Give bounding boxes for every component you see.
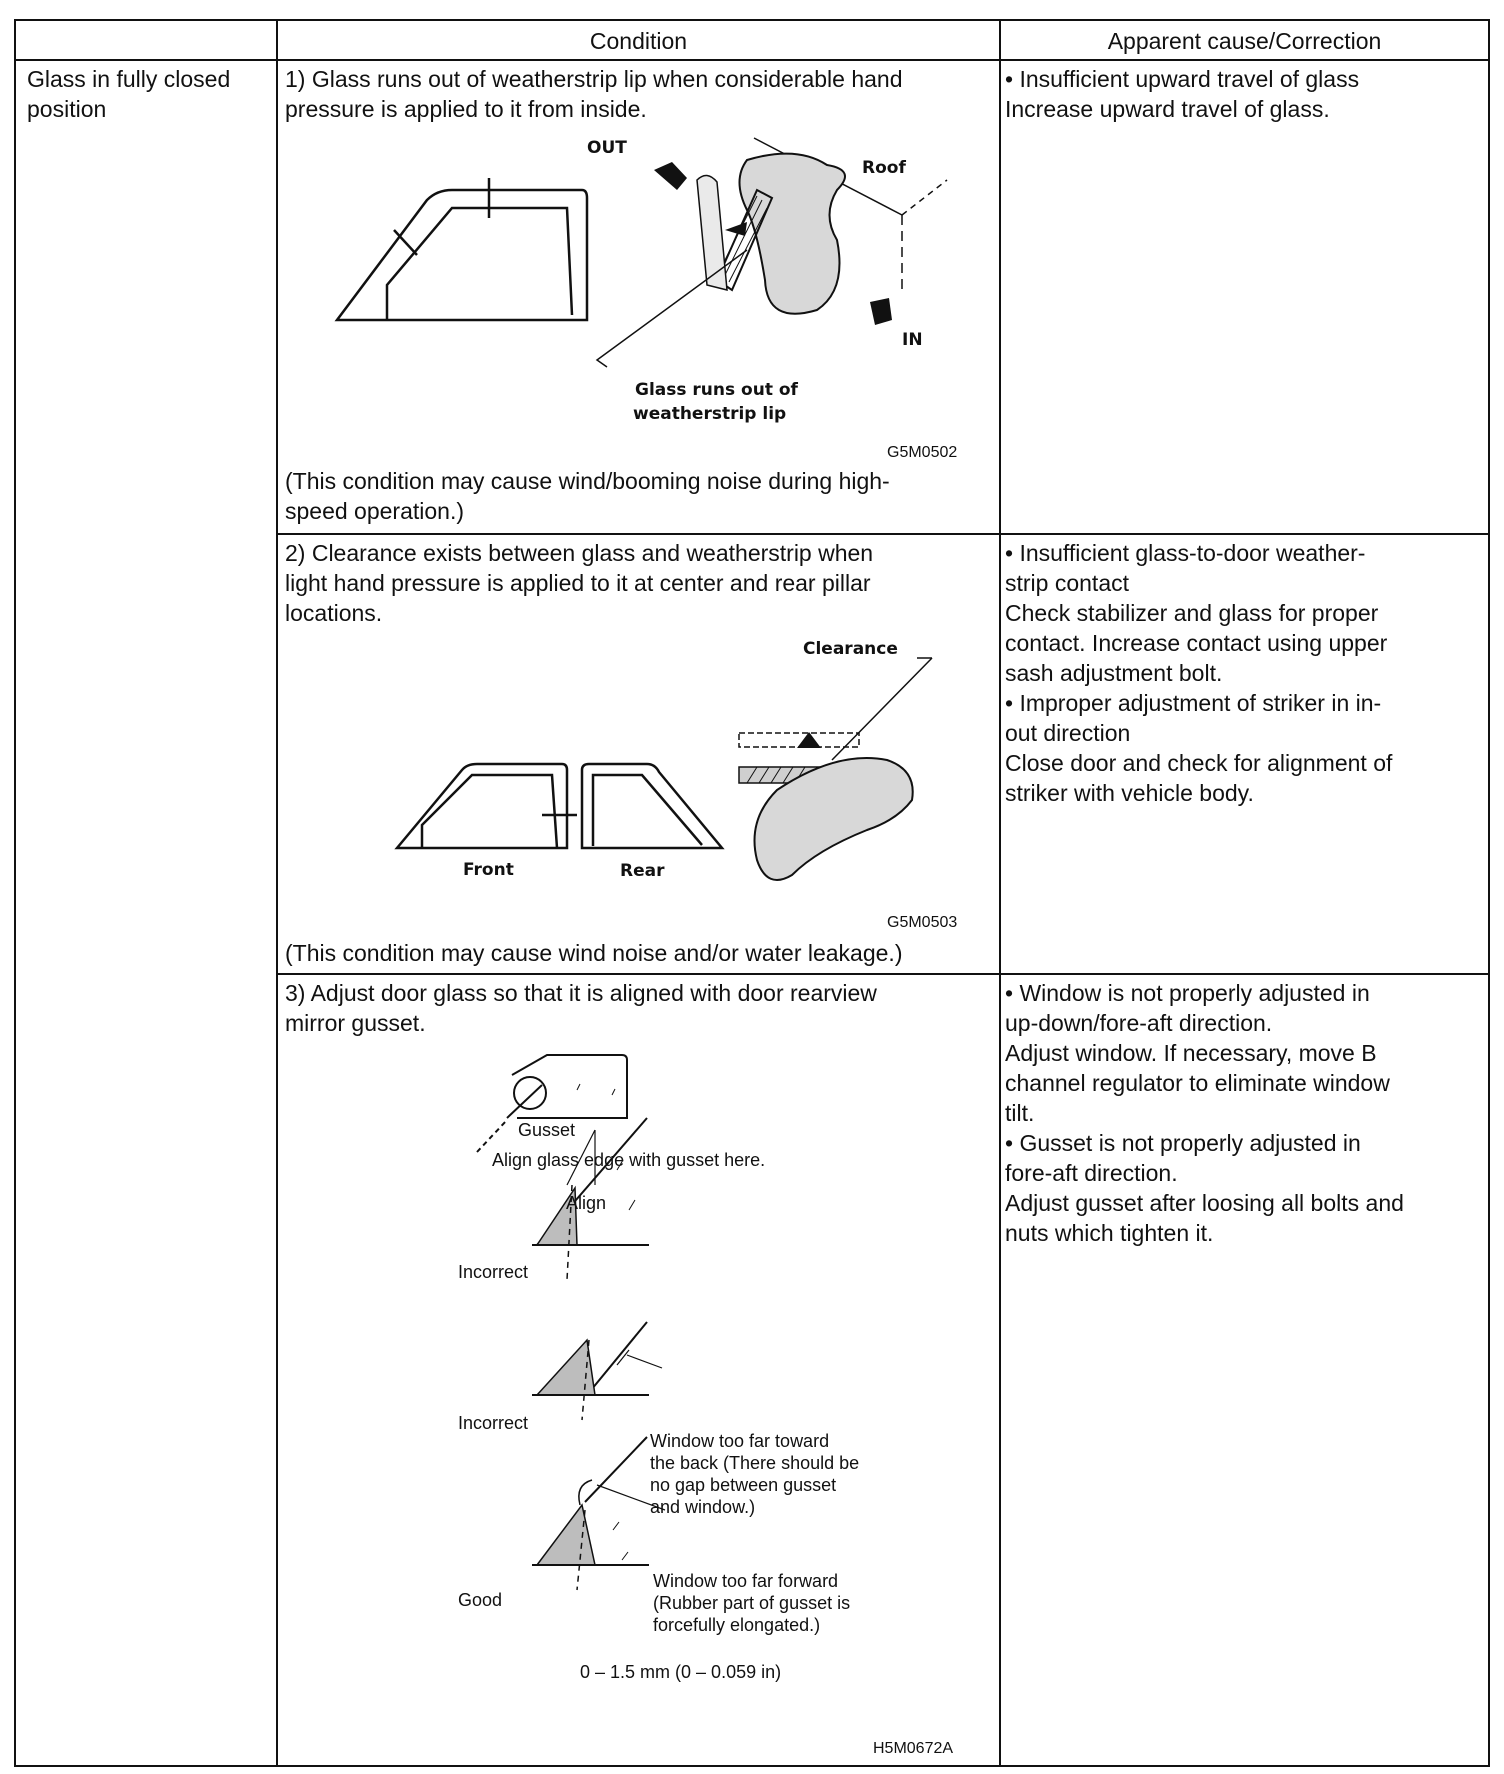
callout-line-1: Glass runs out of xyxy=(635,380,798,400)
label-too-back-4: and window.) xyxy=(650,1497,756,1517)
row2-cause-line-3: Check stabilizer and glass for proper xyxy=(1005,600,1379,626)
row2-figure xyxy=(277,630,1000,900)
row1-condition-line-2: pressure is applied to it from inside. xyxy=(285,96,647,122)
row-label-line-2: position xyxy=(27,96,107,122)
figure-code-2: G5M0503 xyxy=(887,914,958,931)
row3-figure xyxy=(277,1040,1000,1740)
row3-cause-line-8: Adjust gusset after loosing all bolts and xyxy=(1005,1190,1404,1216)
row2-condition-line-1: 2) Clearance exists between glass and weatherstrip when xyxy=(285,540,874,566)
label-roof: Roof xyxy=(862,158,906,178)
row2-cause-line-2: strip contact xyxy=(1005,570,1129,596)
row3-cause-line-4: channel regulator to eliminate window xyxy=(1005,1070,1390,1096)
label-in: IN xyxy=(902,330,923,350)
row2-cause-line-1: • Insufficient glass-to-door weather- xyxy=(1005,540,1366,566)
label-clearance: Clearance xyxy=(803,639,898,659)
row3-cause-line-5: tilt. xyxy=(1005,1100,1035,1126)
diagram-incorrect-2 xyxy=(532,1322,662,1420)
row2-cause-line-6: • Improper adjustment of striker in in- xyxy=(1005,690,1382,716)
row3-condition-line-2: mirror gusset. xyxy=(285,1010,426,1036)
label-too-forward-2: (Rubber part of gusset is xyxy=(653,1593,851,1613)
row3-cause-line-6: • Gusset is not properly adjusted in xyxy=(1005,1130,1361,1156)
label-out: OUT xyxy=(587,138,627,158)
label-too-back-2: the back (There should be xyxy=(650,1453,860,1473)
label-too-forward-3: forcefully elongated.) xyxy=(653,1615,821,1635)
row1-cause-line-1: • Insufficient upward travel of glass xyxy=(1005,66,1360,92)
label-incorrect-2: Incorrect xyxy=(458,1413,529,1433)
row3-cause-line-9: nuts which tighten it. xyxy=(1005,1220,1214,1246)
label-too-back-1: Window too far toward xyxy=(650,1431,830,1451)
figure-code-3: H5M0672A xyxy=(873,1740,954,1757)
row3-cause-line-3: Adjust window. If necessary, move B xyxy=(1005,1040,1377,1066)
row2-cause-line-9: striker with vehicle body. xyxy=(1005,780,1254,806)
row1-note-line-1: (This condition may cause wind/booming noise during high- xyxy=(285,468,890,494)
row1-cause-line-2: Increase upward travel of glass. xyxy=(1005,96,1330,122)
arrow-out-icon xyxy=(654,162,687,190)
label-align: Align xyxy=(566,1193,607,1213)
row2-condition-line-2: light hand pressure is applied to it at center and rear pillar xyxy=(285,570,871,596)
label-too-back-3: no gap between gusset xyxy=(650,1475,837,1495)
front-rear-windows xyxy=(397,764,722,848)
header-condition: Condition xyxy=(589,28,688,54)
door-sash xyxy=(697,175,727,290)
row3-cause-line-1: • Window is not properly adjusted in xyxy=(1005,980,1370,1006)
header-cause: Apparent cause/Correction xyxy=(1107,28,1382,54)
weatherstrip-section xyxy=(740,154,846,314)
row2-cause-line-4: contact. Increase contact using upper xyxy=(1005,630,1388,656)
label-gap-range: 0 – 1.5 mm (0 – 0.059 in) xyxy=(580,1662,782,1682)
row-label-line-1: Glass in fully closed xyxy=(27,66,231,92)
row2-cause-line-7: out direction xyxy=(1005,720,1131,746)
label-too-forward-1: Window too far forward xyxy=(653,1571,839,1591)
callout-line-2: weatherstrip lip xyxy=(633,404,787,424)
window-frame-outline xyxy=(337,178,587,320)
arrow-in-icon xyxy=(870,298,892,325)
row2-cause-line-8: Close door and check for alignment of xyxy=(1005,750,1393,776)
row2-cause-line-5: sash adjustment bolt. xyxy=(1005,660,1223,686)
label-incorrect-1: Incorrect xyxy=(458,1262,529,1282)
label-rear: Rear xyxy=(620,861,665,881)
diagram-good xyxy=(532,1437,665,1590)
glass-original-position xyxy=(739,733,859,747)
label-front: Front xyxy=(463,860,514,880)
row3-condition-line-1: 3) Adjust door glass so that it is aligned with door rearview xyxy=(285,980,877,1006)
row2-condition-line-3: locations. xyxy=(285,600,383,626)
figure-code-1: G5M0502 xyxy=(887,444,958,461)
label-align-edge: Align glass edge with gusset here. xyxy=(492,1150,766,1170)
row2-note-line-1: (This condition may cause wind noise and/or water leakage.) xyxy=(285,940,903,966)
row3-cause-line-7: fore-aft direction. xyxy=(1005,1160,1178,1186)
row1-condition-line-1: 1) Glass runs out of weatherstrip lip when considerable hand xyxy=(285,66,903,92)
label-good: Good xyxy=(458,1590,503,1610)
row3-cause-line-2: up-down/fore-aft direction. xyxy=(1005,1010,1273,1036)
arrow-up-icon xyxy=(797,732,821,748)
row1-note-line-2: speed operation.) xyxy=(285,498,465,524)
label-gusset: Gusset xyxy=(518,1120,576,1140)
